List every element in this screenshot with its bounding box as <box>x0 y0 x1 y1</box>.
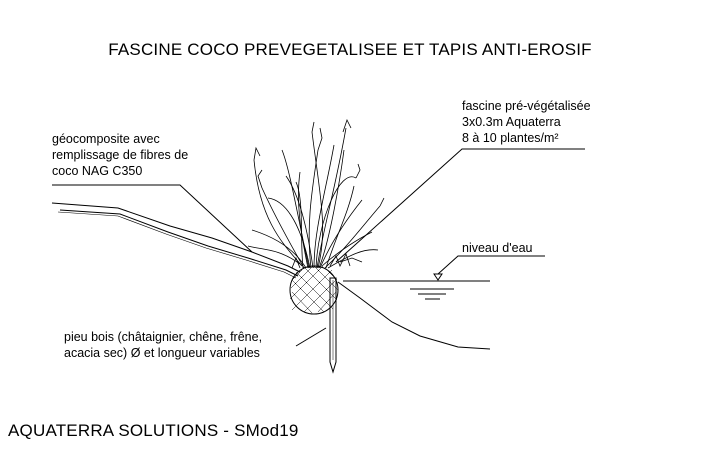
coir-roll <box>290 266 338 314</box>
water-surface <box>343 281 490 299</box>
pieu-label: pieu bois (châtaignier, chêne, frêne, acacia sec) Ø et longueur variables <box>64 330 263 360</box>
wooden-stake <box>330 278 336 372</box>
pieu-leader <box>296 328 326 346</box>
niveau-label: niveau d'eau <box>462 241 533 255</box>
fascine-label: fascine pré-végétalisée 3x0.3m Aquaterra 8 à 10 plantes/m² <box>462 99 591 145</box>
fascine-leader <box>336 149 585 262</box>
bank-slope <box>52 203 300 278</box>
diagram-title: FASCINE COCO PREVEGETALISEE ET TAPIS ANTI-EROSIF <box>108 40 592 59</box>
water-level-marker <box>434 256 545 280</box>
footer-company: AQUATERRA SOLUTIONS - SMod19 <box>8 421 299 440</box>
geocomposite-label: géocomposite avec remplissage de fibres de coco NAG C350 <box>52 132 189 178</box>
riverbed-line <box>338 282 490 349</box>
plants <box>248 120 384 268</box>
